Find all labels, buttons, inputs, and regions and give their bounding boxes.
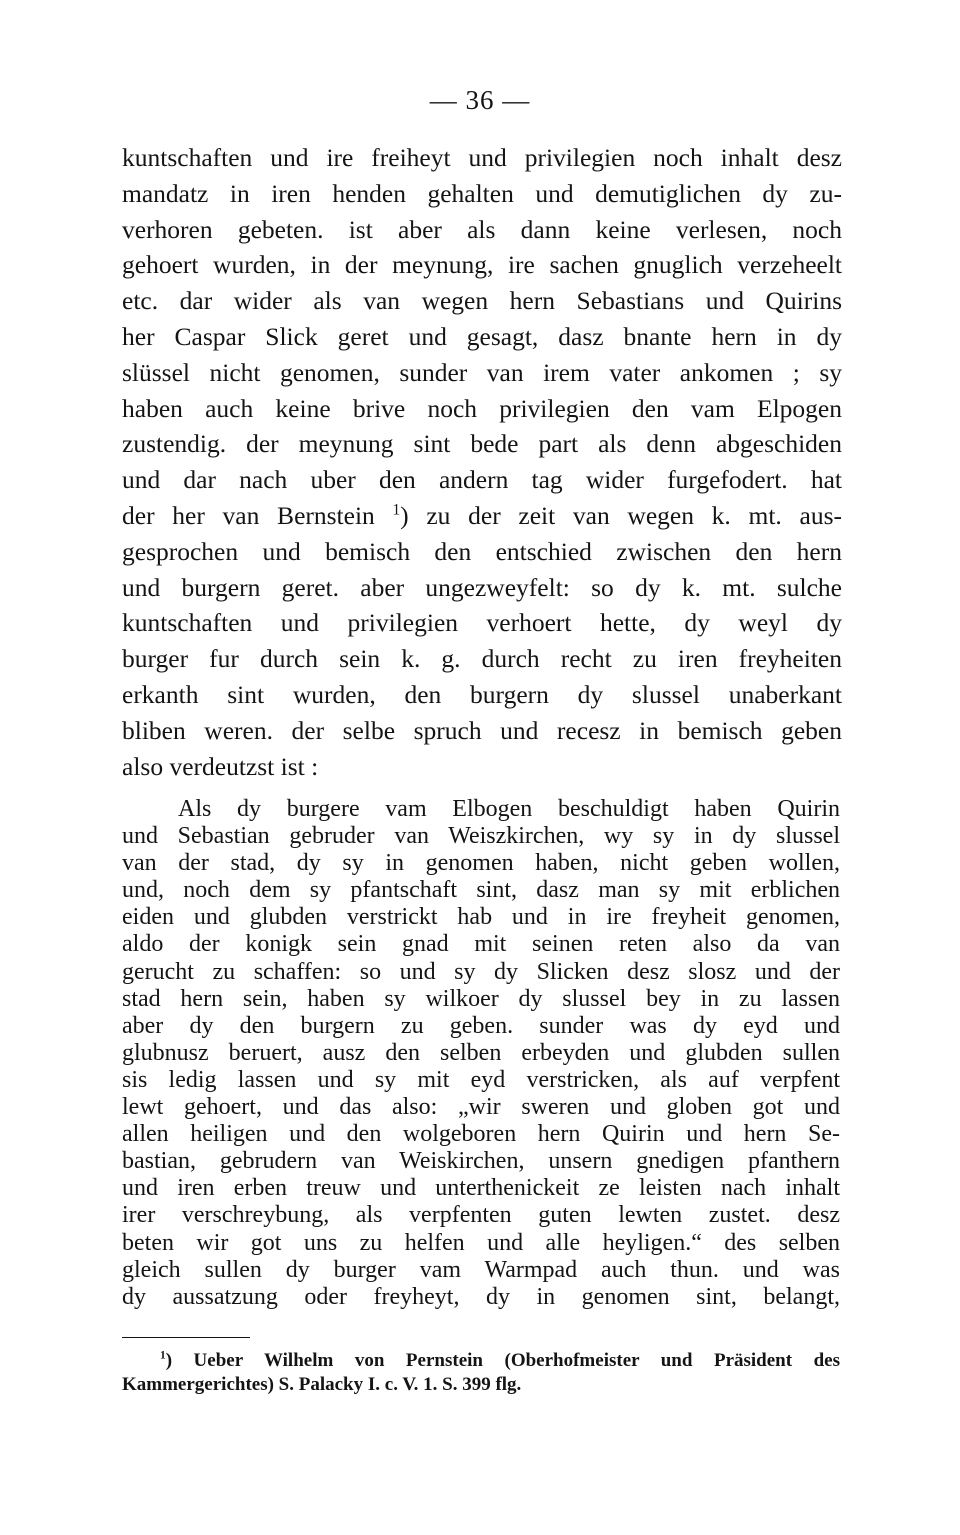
- footnote-separator: [122, 1337, 250, 1338]
- text-line: also verdeutzst ist :: [122, 751, 319, 781]
- quote-line: aldo der konigk sein gnad mit seinen reten also da van: [122, 931, 840, 958]
- quote-line: und iren erben treuw und unterthenickeit ze leisten nach inhalt: [122, 1175, 840, 1202]
- quote-line: van der stad, dy sy in genomen haben, nicht geben wollen,: [122, 850, 840, 877]
- quote-line: gleich sullen dy burger vam Warmpad auch thun. und was: [122, 1256, 840, 1283]
- text-line: und burgern geret. aber ungezweyfelt: so dy k. mt. sulche: [122, 572, 842, 602]
- quote-line: sis ledig lassen und sy mit eyd verstricken, als auf verpfent: [122, 1066, 840, 1093]
- quoted-document: [122, 796, 840, 1311]
- text-line: her Caspar Slick geret und gesagt, dasz bnante hern in dy: [122, 321, 842, 351]
- text-segment: ) zu der zeit van wegen k. mt. aus-: [400, 500, 842, 530]
- text-line: bliben weren. der selbe spruch und recesz in bemisch geben: [122, 715, 842, 745]
- text-line: erkanth sint wurden, den burgern dy slussel unaberkant: [122, 679, 842, 709]
- quote-line: beten wir got uns zu helfen und alle heyligen.“ des selben: [122, 1229, 840, 1256]
- text-line: burger fur durch sein k. g. durch recht zu iren freyheiten: [122, 644, 842, 674]
- text-line-with-footnote-ref: [122, 498, 842, 534]
- quote-line: und, noch dem sy pfantschaft sint, dasz man sy mit erblichen: [122, 877, 840, 904]
- page-number: — 36 —: [429, 85, 531, 115]
- footnote: [122, 1349, 840, 1397]
- quote-line: bastian, gebrudern van Weiskirchen, unsern gnedigen pfanthern: [122, 1148, 840, 1175]
- text-line: mandatz in iren henden gehalten und demutiglichen dy zu-: [122, 178, 842, 208]
- text-segment: der her van Bernstein: [122, 500, 393, 530]
- quote-line: stad hern sein, haben sy wilkoer dy slussel bey in zu lassen: [122, 985, 840, 1012]
- quote-line: Als dy burgere vam Elbogen beschuldigt haben Quirin: [178, 796, 840, 822]
- footnote-text: ) Ueber Wilhelm von Pernstein (Oberhofmeister und Präsident des: [165, 1350, 840, 1371]
- quote-line: glubnusz beruert, ausz den selben erbeyden und glubden sullen: [122, 1039, 840, 1066]
- text-line: und dar nach uber den andern tag wider furgefodert. hat: [122, 465, 842, 495]
- footnote-line: Kammergerichtes) S. Palacky I. c. V. 1. S. 399 flg.: [122, 1374, 522, 1395]
- quote-line: allen heiligen und den wolgeboren hern Quirin und hern Se-: [122, 1121, 840, 1148]
- text-line: kuntschaften und privilegien verhoert hette, dy weyl dy: [122, 608, 842, 638]
- main-paragraph: [122, 140, 842, 784]
- quote-line: gerucht zu schaffen: so und sy dy Slicken desz slosz und der: [122, 958, 840, 985]
- quote-line: lewt gehoert, und das also: „wir sweren und globen got und: [122, 1094, 840, 1121]
- text-line: haben auch keine brive noch privilegien den vam Elpogen: [122, 393, 842, 423]
- text-line: slüssel nicht genomen, sunder van irem vater ankomen ; sy: [122, 357, 842, 387]
- text-line: gehoert wurden, in der meynung, ire sachen gnuglich verzeheelt: [122, 250, 842, 280]
- text-line: etc. dar wider als van wegen hern Sebastians und Quirins: [122, 286, 842, 316]
- text-line: gesprochen und bemisch den entschied zwischen den hern: [122, 536, 842, 566]
- text-line: kuntschaften und ire freiheyt und privilegien noch inhalt desz: [122, 143, 842, 172]
- quote-line: eiden und glubden verstrickt hab und in ire freyheit genomen,: [122, 904, 840, 931]
- text-line: verhoren gebeten. ist aber als dann keine verlesen, noch: [122, 214, 842, 244]
- quote-line: dy aussatzung oder freyheyt, dy in genomen sint, belangt,: [122, 1283, 840, 1310]
- quote-line: aber dy den burgern zu geben. sunder was dy eyd und: [122, 1012, 840, 1039]
- quote-line: und Sebastian gebruder van Weiszkirchen, wy sy in dy slussel: [122, 823, 840, 850]
- footnote-marker: 1: [160, 1349, 166, 1362]
- footnote-reference: 1: [392, 501, 401, 519]
- quote-line: irer verschreybung, als verpfenten guten lewten zustet. desz: [122, 1202, 840, 1229]
- footnote-line: [122, 1349, 840, 1373]
- text-line: zustendig. der meynung sint bede part als denn abgeschiden: [122, 429, 842, 459]
